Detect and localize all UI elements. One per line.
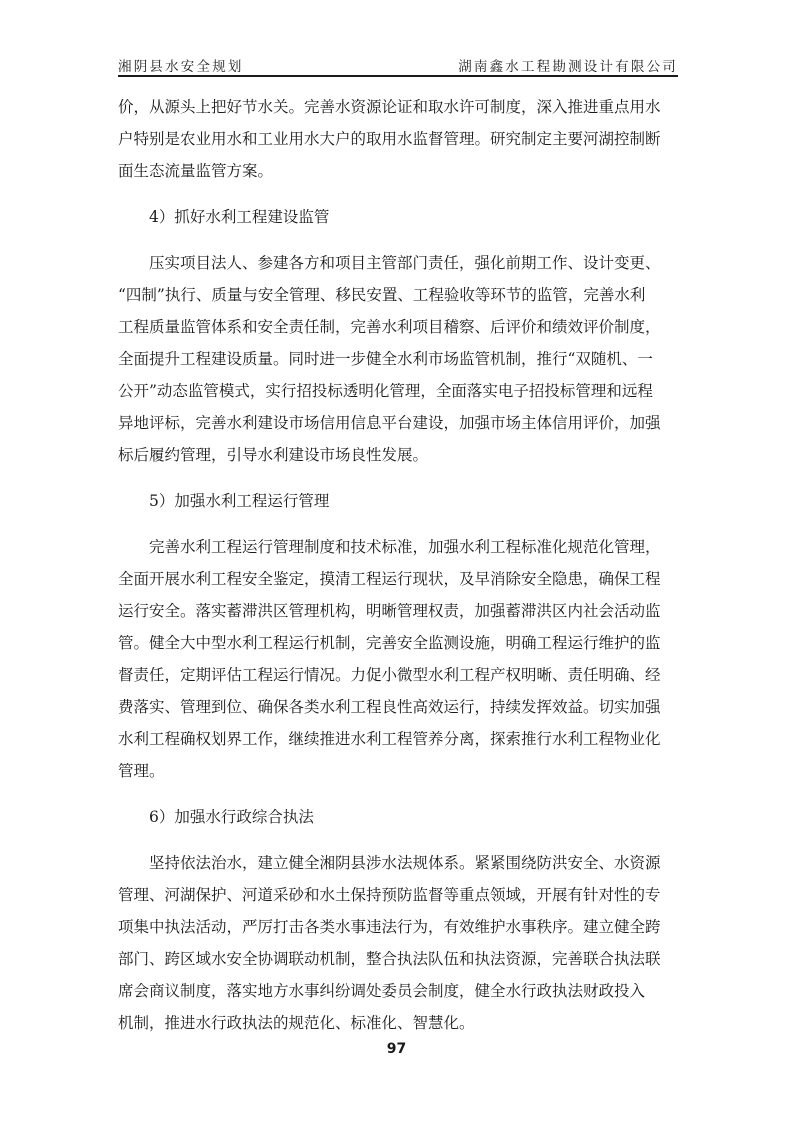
text-line: 户特别是农业用水和工业用水大户的取用水监督管理。研究制定主要河湖控制断 (118, 130, 661, 148)
text-line: 管理、河湖保护、河道采砂和水土保持预防监督等重点领域，开展有针对性的专 (118, 886, 661, 904)
text-line: 管理。 (118, 762, 165, 780)
section-5-paragraph (118, 531, 676, 787)
section-heading-6: 6）加强水行政综合执法 (149, 808, 314, 826)
text-line: 工程质量监管体系和安全责任制，完善水利项目稽察、后评价和绩效评价制度， (118, 318, 661, 336)
text-line: 面生态流量监管方案。 (118, 162, 274, 180)
section-heading-5: 5）加强水利工程运行管理 (149, 492, 330, 510)
header-title: 湘阴县水安全规划 (118, 59, 244, 75)
text-line: 项集中执法活动，严厉打击各类水事违法行为，有效维护水事秩序。建立健全跨 (118, 918, 661, 936)
text-line: 全面提升工程建设质量。同时进一步健全水利市场监管机制，推行“双随机、一 (118, 350, 653, 368)
intro-paragraph (118, 91, 676, 187)
text-line: 管。健全大中型水利工程运行机制，完善安全监测设施，明确工程运行维护的监 (118, 634, 661, 652)
header-company: 湖南鑫水工程勘测设计有限公司 (458, 59, 678, 75)
text-line: 异地评标，完善水利建设市场信用信息平台建设，加强市场主体信用评价，加强 (118, 414, 661, 432)
text-line: 运行安全。落实蓄滞洪区管理机构，明晰管理权责，加强蓄滞洪区内社会活动监 (118, 602, 661, 620)
page-header (118, 53, 678, 77)
text-line: 标后履约管理，引导水利建设市场良性发展。 (118, 446, 429, 464)
text-line: 全面开展水利工程安全鉴定，摸清工程运行现状，及早消除安全隐患，确保工程 (118, 570, 661, 588)
text-line: 席会商议制度，落实地方水事纠纷调处委员会制度，健全水行政执法财政投入 (118, 982, 646, 1000)
section-4-paragraph (118, 247, 676, 471)
body-text (118, 91, 676, 1039)
text-line: 费落实、管理到位、确保各类水利工程良性高效运行，持续发挥效益。切实加强 (118, 698, 661, 716)
text-line: 完善水利工程运行管理制度和技术标准，加强水利工程标准化规范化管理， (149, 538, 661, 556)
text-line: 价，从源头上把好节水关。完善水资源论证和取水许可制度，深入推进重点用水 (118, 98, 661, 116)
text-line: 机制，推进水行政执法的规范化、标准化、智慧化。 (118, 1014, 475, 1032)
text-line: “四制”执行、质量与安全管理、移民安置、工程验收等环节的监管，完善水利 (118, 286, 646, 304)
text-line: 部门、跨区域水安全协调联动机制，整合执法队伍和执法资源，完善联合执法联 (118, 950, 661, 968)
section-6-paragraph (118, 847, 676, 1039)
section-heading-4: 4）抓好水利工程建设监管 (149, 208, 330, 226)
text-line: 压实项目法人、参建各方和项目主管部门责任，强化前期工作、设计变更、 (149, 254, 661, 272)
text-line: 坚持依法治水，建立健全湘阴县涉水法规体系。紧紧围绕防洪安全、水资源 (149, 854, 661, 872)
text-line: 水利工程确权划界工作，继续推进水利工程管养分离，探索推行水利工程物业化 (118, 730, 661, 748)
text-line: 督责任，定期评估工程运行情况。力促小微型水利工程产权明晰、责任明确、经 (118, 666, 661, 684)
text-line: 公开”动态监管模式，实行招投标透明化管理，全面落实电子招投标管理和远程 (118, 382, 653, 400)
page-number: 97 (386, 1041, 407, 1057)
